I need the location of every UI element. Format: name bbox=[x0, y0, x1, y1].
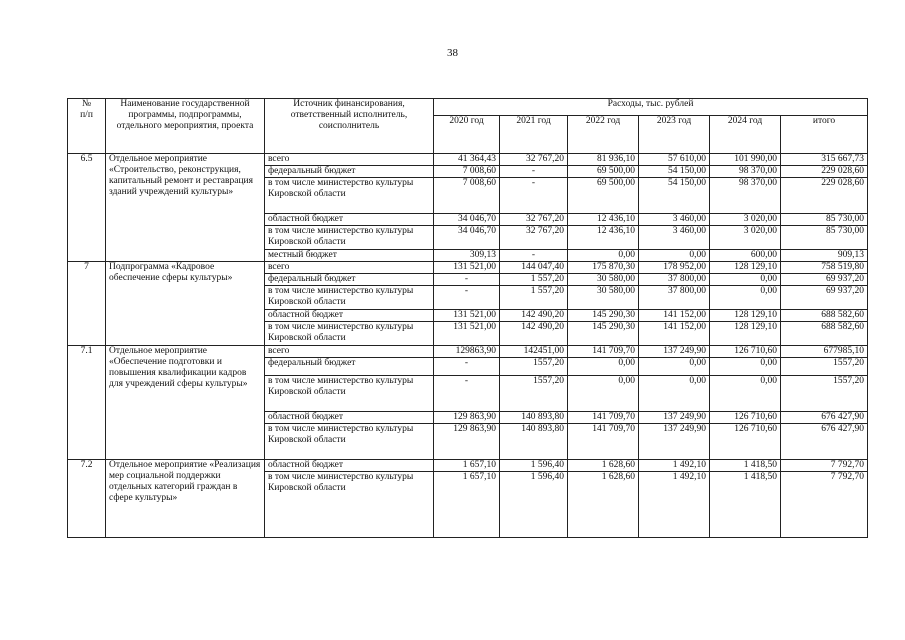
year-value: 0,00 bbox=[639, 250, 710, 262]
item-name: Подпрограмма «Кадровое обеспечение сферы культуры» bbox=[106, 262, 265, 346]
item-number: 7.1 bbox=[68, 346, 106, 460]
funding-source: областной бюджет bbox=[265, 310, 434, 322]
year-value: 142 490,20 bbox=[500, 310, 568, 322]
year-value: 141 152,00 bbox=[639, 322, 710, 346]
year-value: 37 800,00 bbox=[639, 274, 710, 286]
year-value: 145 290,30 bbox=[568, 322, 639, 346]
total-value: 229 028,60 bbox=[781, 178, 868, 214]
header-year: 2023 год bbox=[639, 116, 710, 154]
total-value: 229 028,60 bbox=[781, 166, 868, 178]
total-value: 69 937,20 bbox=[781, 286, 868, 310]
total-value: 676 427,90 bbox=[781, 412, 868, 424]
total-value: 1557,20 bbox=[781, 376, 868, 412]
year-value: 142451,00 bbox=[500, 346, 568, 358]
year-value: 37 800,00 bbox=[639, 286, 710, 310]
year-value: 1 557,20 bbox=[500, 274, 568, 286]
year-value: 12 436,10 bbox=[568, 214, 639, 226]
header-expenses: Расходы, тыс. рублей bbox=[434, 99, 868, 116]
funding-source: федеральный бюджет bbox=[265, 358, 434, 376]
year-value: 32 767,20 bbox=[500, 154, 568, 166]
year-value: 141 709,70 bbox=[568, 412, 639, 424]
funding-source: федеральный бюджет bbox=[265, 274, 434, 286]
year-value: 30 580,00 bbox=[568, 274, 639, 286]
header-total: итого bbox=[781, 116, 868, 154]
table-row bbox=[68, 460, 868, 472]
year-value: 0,00 bbox=[710, 274, 781, 286]
year-value: 126 710,60 bbox=[710, 346, 781, 358]
year-value: - bbox=[434, 286, 500, 310]
table-body bbox=[68, 99, 868, 538]
year-value: 178 952,00 bbox=[639, 262, 710, 274]
year-value: 129863,90 bbox=[434, 346, 500, 358]
funding-source: всего bbox=[265, 346, 434, 358]
year-value: 3 460,00 bbox=[639, 214, 710, 226]
year-value: 144 047,40 bbox=[500, 262, 568, 274]
year-value: 32 767,20 bbox=[500, 214, 568, 226]
year-value: 1 418,50 bbox=[710, 460, 781, 472]
header-num: № п/п bbox=[68, 99, 106, 154]
year-value: 81 936,10 bbox=[568, 154, 639, 166]
item-number: 6.5 bbox=[68, 154, 106, 262]
year-value: 137 249,90 bbox=[639, 424, 710, 460]
item-number: 7.2 bbox=[68, 460, 106, 538]
table-row bbox=[68, 346, 868, 358]
year-value: 1 657,10 bbox=[434, 460, 500, 472]
header-source: Источник финансирования, ответственный исполнитель, соисполнитель bbox=[265, 99, 434, 154]
year-value: 137 249,90 bbox=[639, 412, 710, 424]
table-row bbox=[68, 154, 868, 166]
year-value: 12 436,10 bbox=[568, 226, 639, 250]
year-value: 1 657,10 bbox=[434, 472, 500, 538]
item-name: Отдельное мероприятие «Реализация мер социальной поддержки отдельных категорий граждан в сфере культуры» bbox=[106, 460, 265, 538]
year-value: 69 500,00 bbox=[568, 166, 639, 178]
year-value: 0,00 bbox=[710, 286, 781, 310]
year-value: 140 893,80 bbox=[500, 424, 568, 460]
financing-table bbox=[67, 98, 868, 538]
year-value: 57 610,00 bbox=[639, 154, 710, 166]
total-value: 676 427,90 bbox=[781, 424, 868, 460]
funding-source: в том числе министерство культуры Кировской области bbox=[265, 472, 434, 538]
year-value: 175 870,30 bbox=[568, 262, 639, 274]
total-value: 7 792,70 bbox=[781, 460, 868, 472]
funding-source: местный бюджет bbox=[265, 250, 434, 262]
year-value: 131 521,00 bbox=[434, 322, 500, 346]
funding-source: в том числе министерство культуры Кировской области bbox=[265, 178, 434, 214]
year-value: 54 150,00 bbox=[639, 178, 710, 214]
year-value: 129 863,90 bbox=[434, 424, 500, 460]
year-value: 1 557,20 bbox=[500, 286, 568, 310]
year-value: - bbox=[434, 274, 500, 286]
year-value: 30 580,00 bbox=[568, 286, 639, 310]
total-value: 688 582,60 bbox=[781, 310, 868, 322]
year-value: 34 046,70 bbox=[434, 226, 500, 250]
year-value: 0,00 bbox=[639, 376, 710, 412]
year-value: 69 500,00 bbox=[568, 178, 639, 214]
year-value: 128 129,10 bbox=[710, 262, 781, 274]
total-value: 85 730,00 bbox=[781, 226, 868, 250]
year-value: 1 492,10 bbox=[639, 472, 710, 538]
year-value: 131 521,00 bbox=[434, 262, 500, 274]
funding-source: всего bbox=[265, 154, 434, 166]
year-value: 126 710,60 bbox=[710, 412, 781, 424]
year-value: - bbox=[500, 178, 568, 214]
table-row bbox=[68, 262, 868, 274]
funding-source: в том числе министерство культуры Кировской области bbox=[265, 376, 434, 412]
total-value: 677985,10 bbox=[781, 346, 868, 358]
year-value: 128 129,10 bbox=[710, 322, 781, 346]
year-value: 0,00 bbox=[710, 376, 781, 412]
year-value: 141 709,70 bbox=[568, 346, 639, 358]
funding-source: всего bbox=[265, 262, 434, 274]
year-value: 98 370,00 bbox=[710, 178, 781, 214]
year-value: 101 990,00 bbox=[710, 154, 781, 166]
year-value: - bbox=[500, 166, 568, 178]
item-name: Отдельное мероприятие «Обеспечение подготовки и повышения квалификации кадров для учреждений сферы культуры» bbox=[106, 346, 265, 460]
funding-source: областной бюджет bbox=[265, 214, 434, 226]
year-value: 1 596,40 bbox=[500, 460, 568, 472]
total-value: 69 937,20 bbox=[781, 274, 868, 286]
year-value: 128 129,10 bbox=[710, 310, 781, 322]
total-value: 688 582,60 bbox=[781, 322, 868, 346]
year-value: 98 370,00 bbox=[710, 166, 781, 178]
funding-source: в том числе министерство культуры Кировской области bbox=[265, 424, 434, 460]
year-value: 3 020,00 bbox=[710, 226, 781, 250]
year-value: 3 460,00 bbox=[639, 226, 710, 250]
year-value: 34 046,70 bbox=[434, 214, 500, 226]
header-name: Наименование государственной программы, подпрограммы, отдельного мероприятия, проекта bbox=[106, 99, 265, 154]
header-row bbox=[68, 99, 868, 116]
item-name: Отдельное мероприятие «Строительство, реконструкция, капитальный ремонт и реставрация зданий учреждений культуры» bbox=[106, 154, 265, 262]
total-value: 1557,20 bbox=[781, 358, 868, 376]
year-value: 1 596,40 bbox=[500, 472, 568, 538]
year-value: 3 020,00 bbox=[710, 214, 781, 226]
year-value: 1 628,60 bbox=[568, 460, 639, 472]
funding-source: в том числе министерство культуры Кировской области bbox=[265, 226, 434, 250]
total-value: 315 667,73 bbox=[781, 154, 868, 166]
header-year: 2024 год bbox=[710, 116, 781, 154]
year-value: 126 710,60 bbox=[710, 424, 781, 460]
year-value: - bbox=[500, 250, 568, 262]
header-year: 2022 год bbox=[568, 116, 639, 154]
year-value: 145 290,30 bbox=[568, 310, 639, 322]
page-number: 38 bbox=[447, 47, 458, 59]
funding-source: в том числе министерство культуры Кировской области bbox=[265, 286, 434, 310]
year-value: - bbox=[434, 358, 500, 376]
item-number: 7 bbox=[68, 262, 106, 346]
total-value: 85 730,00 bbox=[781, 214, 868, 226]
year-value: 141 152,00 bbox=[639, 310, 710, 322]
funding-source: областной бюджет bbox=[265, 412, 434, 424]
year-value: 41 364,43 bbox=[434, 154, 500, 166]
year-value: 1557,20 bbox=[500, 376, 568, 412]
year-value: 0,00 bbox=[568, 358, 639, 376]
year-value: 0,00 bbox=[568, 376, 639, 412]
funding-source: областной бюджет bbox=[265, 460, 434, 472]
year-value: 0,00 bbox=[639, 358, 710, 376]
year-value: 1 492,10 bbox=[639, 460, 710, 472]
year-value: 32 767,20 bbox=[500, 226, 568, 250]
year-value: 7 008,60 bbox=[434, 166, 500, 178]
total-value: 7 792,70 bbox=[781, 472, 868, 538]
year-value: 141 709,70 bbox=[568, 424, 639, 460]
year-value: 7 008,60 bbox=[434, 178, 500, 214]
year-value: 600,00 bbox=[710, 250, 781, 262]
header-year: 2020 год bbox=[434, 116, 500, 154]
year-value: 142 490,20 bbox=[500, 322, 568, 346]
year-value: 137 249,90 bbox=[639, 346, 710, 358]
year-value: 0,00 bbox=[710, 358, 781, 376]
funding-source: в том числе министерство культуры Кировской области bbox=[265, 322, 434, 346]
total-value: 909,13 bbox=[781, 250, 868, 262]
year-value: 1 628,60 bbox=[568, 472, 639, 538]
funding-source: федеральный бюджет bbox=[265, 166, 434, 178]
year-value: 309,13 bbox=[434, 250, 500, 262]
total-value: 758 519,80 bbox=[781, 262, 868, 274]
year-value: 54 150,00 bbox=[639, 166, 710, 178]
year-value: 131 521,00 bbox=[434, 310, 500, 322]
year-value: 140 893,80 bbox=[500, 412, 568, 424]
year-value: - bbox=[434, 376, 500, 412]
year-value: 0,00 bbox=[568, 250, 639, 262]
year-value: 129 863,90 bbox=[434, 412, 500, 424]
header-year: 2021 год bbox=[500, 116, 568, 154]
year-value: 1 418,50 bbox=[710, 472, 781, 538]
year-value: 1557,20 bbox=[500, 358, 568, 376]
